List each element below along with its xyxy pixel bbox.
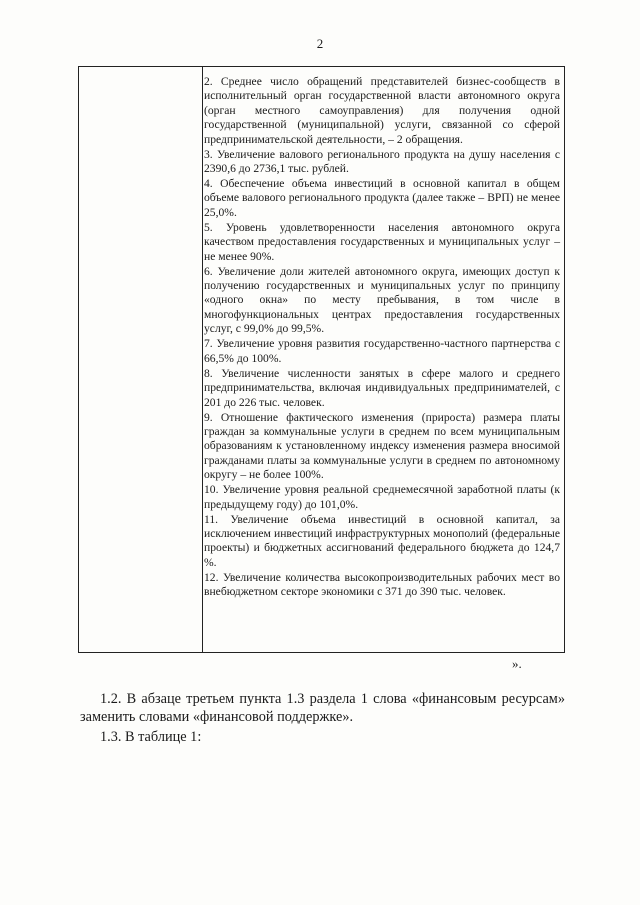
table-item: 5. Уровень удовлетворенности населения автономного округа качеством предоставления государственных и муниципальных услуг – не менее 90%.	[204, 220, 560, 263]
table-item: 11. Увеличение объема инвестиций в основной капитал, за исключением инвестиций инфраструктурных монополий (федеральные проекты) и бюджетных ассигнований федерального бюджета до 124,7 %.	[204, 512, 560, 569]
table-item: 7. Увеличение уровня развития государственно-частного партнерства с 66,5% до 100%.	[204, 337, 560, 365]
table-item: 4. Обеспечение объема инвестиций в основной капитал в общем объеме валового регионального продукта (далее также – ВРП) не менее 25,0%.	[204, 177, 560, 219]
table-item: 10. Увеличение уровня реальной среднемесячной заработной платы (к предыдущему году) до 101,0%.	[204, 483, 560, 511]
table-item: 2. Среднее число обращений представителей бизнес-сообществ в исполнительный орган государственной власти автономного округа (орган местного самоуправления) для получения одной государственной (муниципальной) услуги, связанной со сферой предпринимательской деятельности, – 2 обращения.	[204, 75, 560, 146]
table-right-column	[204, 75, 560, 652]
table-left-column	[79, 67, 203, 652]
table-item: 9. Отношение фактического изменения (прироста) размера платы граждан за коммунальные услуги в среднем по всем муниципальным образованиям к установленному индексу изменения размера вносимой гражданами платы за коммунальные услуги в среднем по автономному округу – не более 100%.	[204, 410, 560, 482]
amendment-paragraph-1-2: 1.2. В абзаце третьем пункта 1.3 раздела 1 слова «финансовым ресурсам» заменить словами «финансовой поддержке».	[80, 691, 565, 726]
amendment-paragraph-1-3: 1.3. В таблице 1:	[100, 729, 202, 746]
page-number: 2	[316, 36, 324, 51]
closing-quote: ».	[512, 656, 522, 671]
table-item: 3. Увеличение валового регионального продукта на душу населения с 2390,6 до 2736,1 тыс. рублей.	[204, 147, 560, 176]
table-item: 12. Увеличение количества высокопроизводительных рабочих мест во внебюджетном секторе экономики с 371 до 390 тыс. человек.	[204, 570, 560, 599]
table-item: 6. Увеличение доли жителей автономного округа, имеющих доступ к получению государственных и муниципальных услуг по принципу «одного окна» по месту пребывания, в том числе в многофункциональных центрах предоставления государственных услуг, с 99,0% до 99,5%.	[204, 264, 560, 336]
indicators-table	[78, 66, 565, 653]
table-item: 8. Увеличение численности занятых в сфере малого и среднего предпринимательства, включая индивидуальных предпринимателей, с 201 до 226 тыс. человек.	[204, 366, 560, 409]
